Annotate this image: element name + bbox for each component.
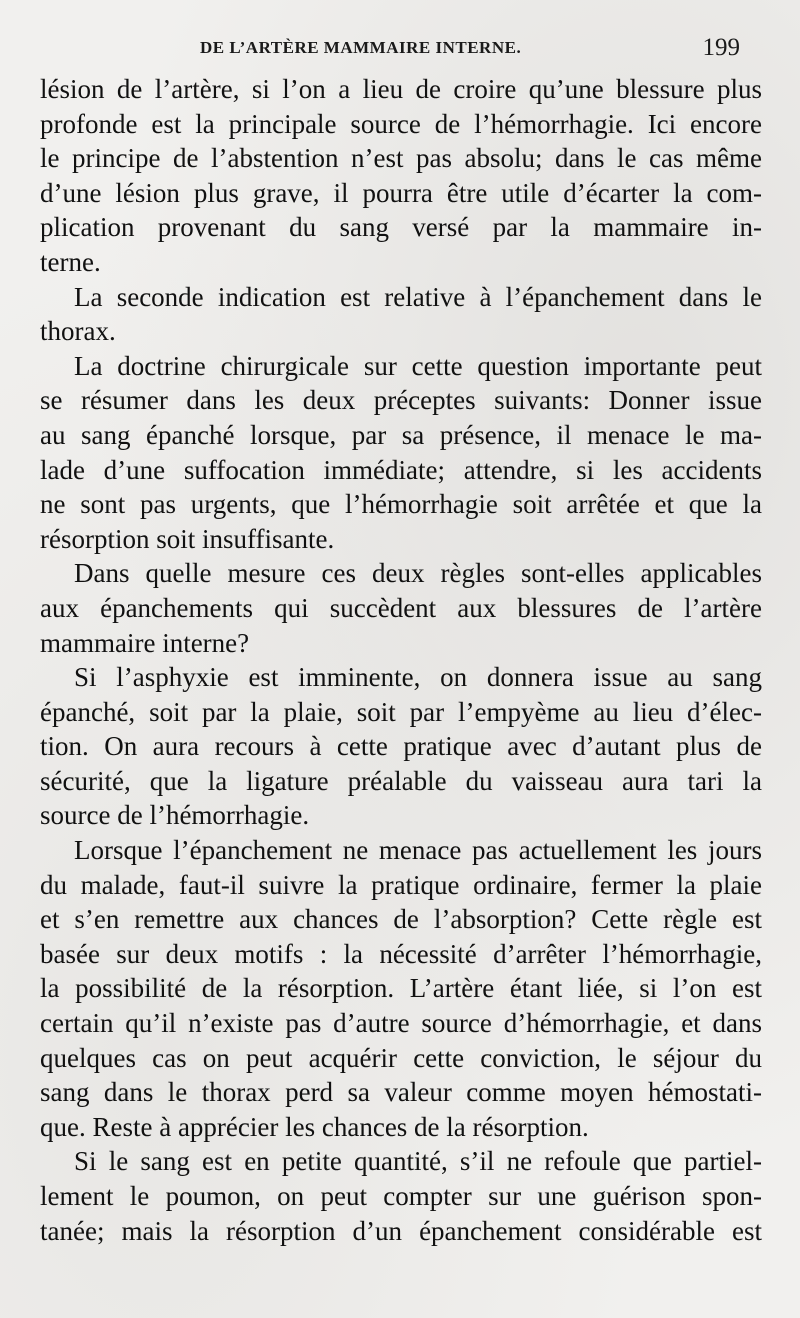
- text-line: sang dans le thorax perd sa valeur comme moyen hémostati-: [40, 1077, 762, 1108]
- body-text: [40, 72, 762, 1248]
- text-line: basée sur deux motifs : la nécessité d’arrêter l’hémorrhagie,: [40, 938, 762, 969]
- text-line: Dans quelle mesure ces deux règles sont-elles applicables: [74, 558, 762, 589]
- text-line: tanée; mais la résorption d’un épanchement considérable est: [40, 1215, 762, 1246]
- text-line: lement le poumon, on peut compter sur une guérison spon-: [40, 1181, 762, 1211]
- text-line: Si le sang est en petite quantité, s’il ne refoule que partiel-: [74, 1146, 762, 1177]
- paragraph: [40, 280, 762, 349]
- text-line: source de l’hémorrhagie.: [40, 800, 310, 831]
- paragraph: [40, 660, 762, 833]
- paragraph: [40, 349, 762, 557]
- page-number: 199: [702, 34, 740, 61]
- text-line: La seconde indication est relative à l’épanchement dans le: [74, 281, 762, 312]
- page-header: [200, 34, 740, 68]
- text-line: du malade, faut-il suivre la pratique ordinaire, fermer la plaie: [40, 869, 762, 900]
- text-line: que. Reste à apprécier les chances de la résorption.: [40, 1111, 589, 1142]
- text-line: certain qu’il n’existe pas d’autre source d’hémorrhagie, et dans: [40, 1008, 762, 1039]
- text-line: ne sont pas urgents, que l’hémorrhagie soit arrêtée et que la: [40, 489, 762, 520]
- paragraph: [40, 833, 762, 1144]
- text-line: mammaire interne?: [40, 627, 250, 658]
- text-line: lade d’une suffocation immédiate; attendre, si les accidents: [40, 454, 762, 485]
- paragraph: [40, 1144, 762, 1248]
- text-line: La doctrine chirurgicale sur cette question importante peut: [74, 350, 762, 381]
- text-line: tion. On aura recours à cette pratique avec d’autant plus de: [40, 731, 762, 762]
- text-line: se résumer dans les deux préceptes suivants: Donner issue: [40, 385, 762, 416]
- paragraph: [40, 556, 762, 660]
- text-line: terne.: [40, 246, 101, 277]
- text-line: épanché, soit par la plaie, soit par l’empyème au lieu d’élec-: [40, 696, 762, 727]
- text-line: aux épanchements qui succèdent aux blessures de l’artère: [40, 592, 762, 623]
- text-line: et s’en remettre aux chances de l’absorption? Cette règle est: [40, 904, 762, 935]
- text-line: plication provenant du sang versé par la mammaire in-: [40, 212, 762, 243]
- text-line: résorption soit insuffisante.: [40, 523, 335, 554]
- text-line: thorax.: [40, 316, 116, 347]
- text-line: profonde est la principale source de l’hémorrhagie. Ici encore: [40, 108, 762, 139]
- text-line: d’une lésion plus grave, il pourra être utile d’écarter la com-: [40, 177, 762, 208]
- text-line: la possibilité de la résorption. L’artère étant liée, si l’on est: [40, 973, 762, 1004]
- text-line: au sang épanché lorsque, par sa présence, il menace le ma-: [40, 419, 762, 450]
- text-line: Si l’asphyxie est imminente, on donnera issue au sang: [74, 662, 762, 693]
- paragraph: [40, 72, 762, 280]
- text-line: lésion de l’artère, si l’on a lieu de croire qu’une blessure plus: [40, 74, 762, 104]
- text-line: sécurité, que la ligature préalable du vaisseau aura tari la: [40, 765, 762, 796]
- text-line: Lorsque l’épanchement ne menace pas actuellement les jours: [74, 835, 762, 866]
- text-line: le principe de l’abstention n’est pas absolu; dans le cas même: [40, 143, 762, 174]
- text-line: quelques cas on peut acquérir cette conviction, le séjour du: [40, 1042, 762, 1073]
- running-title: DE L’ARTÈRE MAMMAIRE INTERNE.: [200, 38, 522, 57]
